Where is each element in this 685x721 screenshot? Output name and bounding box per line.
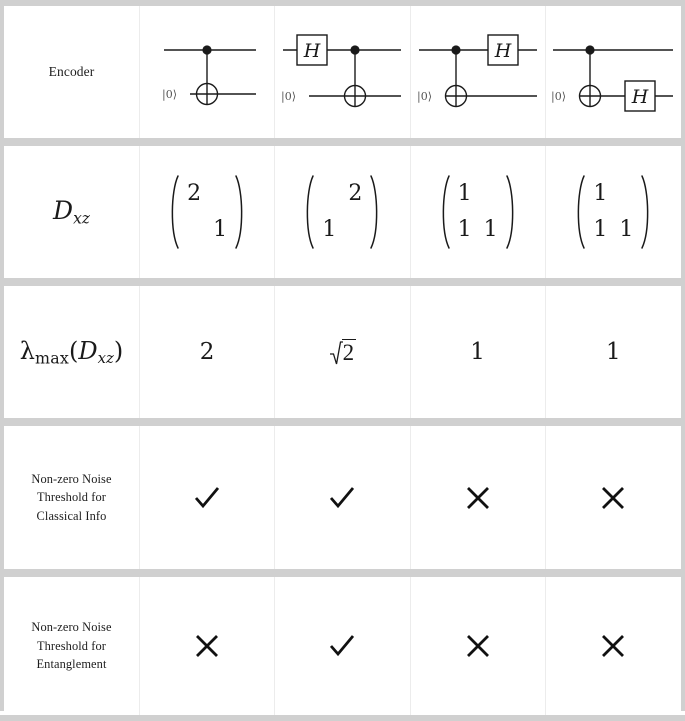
matrix-cell-1-1: 1	[619, 217, 634, 242]
row-label-line-1: Non-zero Noise	[31, 620, 112, 635]
matrix-1	[167, 173, 247, 251]
lambda-value: 1	[470, 339, 485, 365]
cell-entanglement-mark-4	[546, 577, 681, 715]
right-paren-icon	[369, 173, 382, 251]
matrix-cell-0-0: 1	[457, 181, 472, 206]
row-label-dxz	[4, 146, 140, 278]
cell-classical-mark-4	[546, 426, 681, 569]
table-row-threshold-entanglement	[4, 577, 681, 715]
svg-text:H: H	[632, 86, 649, 108]
left-paren-icon	[573, 173, 586, 251]
matrix-entries	[452, 176, 504, 248]
sqrt-value	[329, 337, 357, 367]
matrix-4	[573, 173, 653, 251]
matrix-entries	[587, 176, 639, 248]
radical-icon	[329, 337, 343, 367]
row-label-math	[20, 337, 123, 367]
matrix-3	[438, 173, 518, 251]
row-label-threshold-classical	[4, 426, 140, 569]
right-paren-icon	[234, 173, 247, 251]
cell-classical-mark-3	[411, 426, 546, 569]
quantum-circuit-cnot-then-h-top	[413, 24, 543, 120]
cell-dxz-matrix-2	[275, 146, 410, 278]
sqrt-radicand: 2	[342, 339, 355, 365]
row-label-text	[25, 470, 117, 526]
cell-lambda-value-3	[411, 286, 546, 418]
quantum-circuit-cnot	[146, 24, 268, 120]
cell-dxz-matrix-1	[140, 146, 275, 278]
quantum-circuit-h-then-cnot	[277, 24, 407, 120]
table-row-threshold-classical	[4, 426, 681, 569]
matrix-entries	[316, 176, 368, 248]
table-row-lambda-max	[4, 286, 681, 418]
svg-text:|0⟩: |0⟩	[416, 90, 432, 103]
dxz-subscript: xz	[73, 209, 90, 228]
cross-icon	[193, 632, 221, 660]
matrix-cell-0-1: 2	[348, 181, 363, 206]
row-divider-4	[0, 569, 685, 577]
open-paren: (	[68, 336, 79, 365]
row-label-line-3: Classical Info	[36, 508, 107, 523]
cell-classical-mark-2	[275, 426, 410, 569]
cross-icon	[599, 632, 627, 660]
row-label-lambda-max	[4, 286, 140, 418]
check-icon	[327, 631, 357, 661]
table-row-encoder	[4, 6, 681, 138]
check-icon	[192, 483, 222, 513]
right-paren-icon	[505, 173, 518, 251]
row-divider-2	[0, 278, 685, 286]
matrix-cell-0-0: 2	[187, 181, 202, 206]
row-label-line-1: Non-zero Noise	[31, 471, 112, 486]
lambda-value: 2	[199, 339, 215, 365]
row-divider-1	[0, 138, 685, 146]
dxz-base: D	[53, 196, 74, 226]
matrix-entries	[181, 176, 233, 248]
cross-icon	[599, 484, 627, 512]
row-label-threshold-entanglement	[4, 577, 140, 715]
row-label-text: Encoder	[48, 64, 95, 80]
cross-icon	[464, 632, 492, 660]
lambda-arg-base: D	[78, 336, 98, 365]
svg-text:H: H	[494, 40, 511, 62]
svg-text:|0⟩: |0⟩	[162, 88, 178, 101]
left-paren-icon	[302, 173, 315, 251]
row-label-line-3: Entanglement	[36, 657, 107, 672]
cross-icon	[464, 484, 492, 512]
matrix-cell-0-0: 1	[593, 181, 608, 206]
cell-classical-mark-1	[140, 426, 275, 569]
row-divider-3	[0, 418, 685, 426]
row-label-encoder	[4, 6, 140, 138]
cell-entanglement-mark-3	[411, 577, 546, 715]
cell-encoder-circuit-2	[275, 6, 410, 138]
svg-text:|0⟩: |0⟩	[281, 90, 297, 103]
cell-encoder-circuit-4	[546, 6, 681, 138]
matrix-cell-1-0: 1	[457, 217, 472, 242]
right-paren-icon	[640, 173, 653, 251]
row-label-math	[53, 196, 90, 227]
matrix-cell-1-0: 1	[322, 217, 337, 242]
lambda-subscript: max	[35, 348, 69, 368]
left-paren-icon	[167, 173, 180, 251]
cell-entanglement-mark-2	[275, 577, 410, 715]
check-icon	[327, 483, 357, 513]
cell-encoder-circuit-1	[140, 6, 275, 138]
row-label-line-2: Threshold for	[36, 490, 107, 505]
matrix-cell-1-1: 1	[483, 217, 498, 242]
quantum-circuit-cnot-then-h-bottom	[547, 24, 679, 120]
table-row-dxz	[4, 146, 681, 278]
svg-text:H: H	[304, 40, 321, 62]
matrix-cell-1-0: 1	[593, 217, 608, 242]
table-bottom-band	[0, 715, 685, 721]
row-label-line-2: Threshold for	[36, 638, 107, 653]
cell-entanglement-mark-1	[140, 577, 275, 715]
svg-text:|0⟩: |0⟩	[551, 90, 567, 103]
cell-dxz-matrix-4	[546, 146, 681, 278]
cell-lambda-value-1	[140, 286, 275, 418]
cell-lambda-value-2	[275, 286, 410, 418]
lambda-arg-subscript: xz	[97, 348, 114, 367]
cell-lambda-value-4	[546, 286, 681, 418]
lambda-symbol: λ	[19, 336, 35, 365]
cell-dxz-matrix-3	[411, 146, 546, 278]
lambda-value: 1	[606, 339, 621, 365]
matrix-cell-1-1: 1	[213, 217, 228, 242]
cell-encoder-circuit-3	[411, 6, 546, 138]
left-paren-icon	[438, 173, 451, 251]
row-label-text	[25, 618, 117, 674]
close-paren: )	[113, 336, 124, 365]
matrix-2	[302, 173, 382, 251]
